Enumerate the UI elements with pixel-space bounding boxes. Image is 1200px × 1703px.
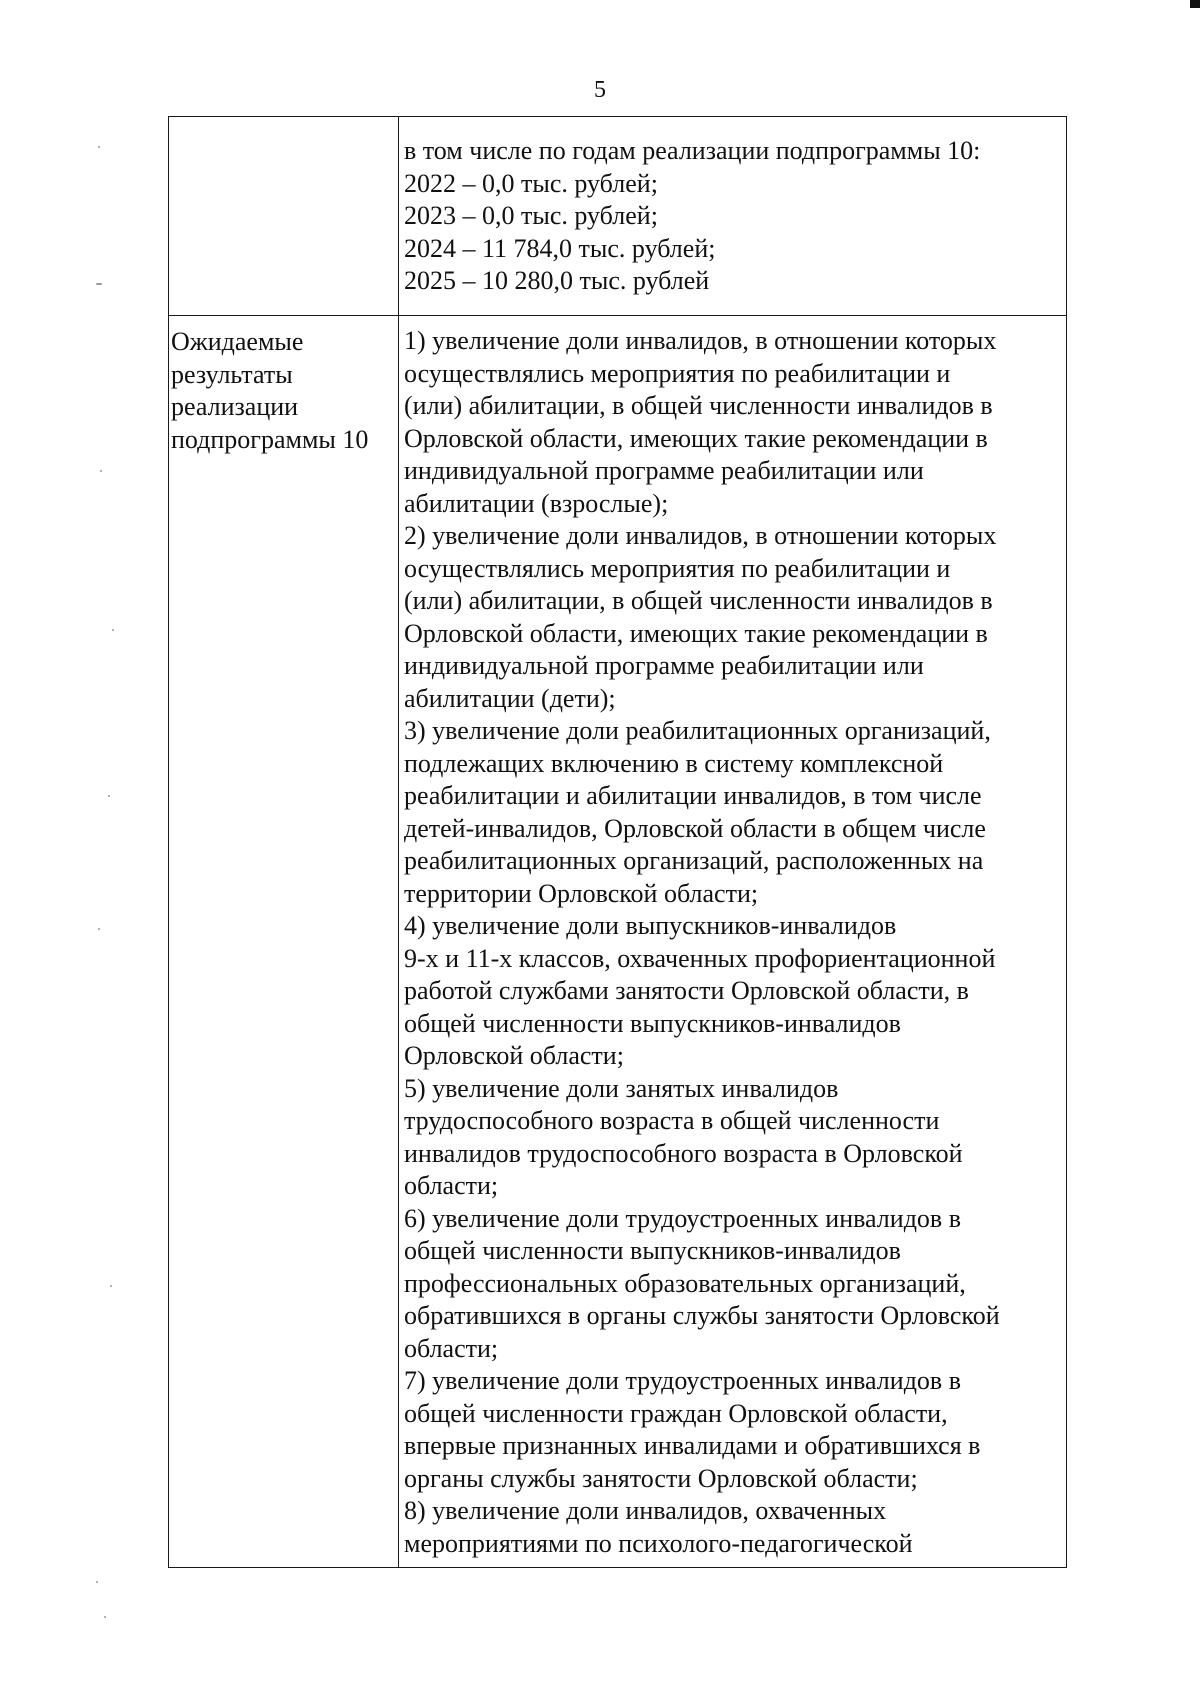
content-line: области; [404,1333,499,1363]
content-line: Орловской области, имеющих такие рекомендации в [404,618,988,648]
content-line: (или) абилитации, в общей численности инвалидов в [404,391,993,420]
scan-artifact [108,795,110,797]
table-row-funding-by-year [169,117,1067,316]
content-line: подлежащих включению в систему комплексной [404,748,944,778]
content-line: общей численности граждан Орловской области, [404,1398,948,1428]
scan-artifact [110,1285,112,1287]
scan-artifact [96,1581,98,1583]
content-line: абилитации (дети); [404,683,616,713]
content-line: 7) увеличение доли трудоустроенных инвалидов в [404,1366,961,1395]
content-line: 2025 – 10 280,0 тыс. рублей [404,266,710,295]
content-line: индивидуальной программе реабилитации или [404,651,924,680]
scan-edge-mark [1190,0,1200,8]
content-line: осуществлялись мероприятия по реабилитации и [404,553,951,583]
row-label-cell [169,117,399,316]
content-line: 1) увеличение доли инвалидов, в отношении которых [404,326,997,355]
content-line: Орловской области; [404,1041,624,1070]
scan-artifact [98,928,100,930]
scan-artifact [98,146,100,148]
content-line: впервые признанных инвалидами и обратившихся в [404,1431,981,1460]
content-line: реабилитационных организаций, расположенных на [404,846,984,875]
content-line: (или) абилитации, в общей численности инвалидов в [404,586,993,615]
content-line: обратившихся в органы службы занятости Орловской [404,1301,1000,1330]
scan-artifact [104,1616,106,1618]
content-line: органы службы занятости Орловской области; [404,1463,918,1493]
label-line: подпрограммы 10 [171,424,369,454]
content-line: 9-х и 11-х классов, охваченных профориентационной [404,943,996,973]
content-line: 2) увеличение доли инвалидов, в отношении которых [404,521,997,550]
content-line: общей численности выпускников-инвалидов [404,1236,901,1265]
content-line: мероприятиями по психолого-педагогической [404,1528,913,1558]
content-line: 8) увеличение доли инвалидов, охваченных [404,1496,887,1525]
content-line: детей-инвалидов, Орловской области в общем числе [404,813,986,843]
table-row-expected-results [169,316,1067,1568]
content-line: трудоспособного возраста в общей численности [404,1106,940,1135]
scan-artifact [112,629,114,631]
content-line: 6) увеличение доли трудоустроенных инвалидов в [404,1203,961,1233]
content-line: 3) увеличение доли реабилитационных организаций, [404,716,991,745]
label-line: Ожидаемые [171,327,304,356]
content-line: общей численности выпускников-инвалидов [404,1008,901,1038]
content-line: территории Орловской области; [404,878,759,908]
content-line: 4) увеличение доли выпускников-инвалидов [404,911,897,940]
content-line: Орловской области, имеющих такие рекомендации в [404,423,988,453]
content-line: инвалидов трудоспособного возраста в Орловской [404,1138,963,1168]
content-line: работой службами занятости Орловской области, в [404,976,969,1005]
content-line: в том числе по годам реализации подпрограммы 10: [404,136,981,165]
label-line: реализации [171,392,299,421]
content-line: профессиональных образовательных организаций, [404,1268,966,1298]
content-line: абилитации (взрослые); [404,488,669,518]
subprogram-passport-table [168,116,1067,1568]
row-content-cell [399,316,1067,1568]
content-line: 2024 – 11 784,0 тыс. рублей; [404,233,716,263]
content-line: 2022 – 0,0 тыс. рублей; [404,168,658,198]
row-label-cell [169,316,399,1568]
content-line: индивидуальной программе реабилитации или [404,456,924,485]
content-line: области; [404,1171,499,1200]
row-content-cell [399,117,1067,316]
label-line: результаты [171,359,293,389]
scan-artifact [96,283,102,285]
scan-artifact [100,470,102,472]
page-number: 5 [594,77,606,103]
content-line: 2023 – 0,0 тыс. рублей; [404,201,658,230]
content-line: реабилитации и абилитации инвалидов, в том числе [404,781,982,810]
content-line: 5) увеличение доли занятых инвалидов [404,1073,839,1103]
content-line: осуществлялись мероприятия по реабилитации и [404,358,951,388]
